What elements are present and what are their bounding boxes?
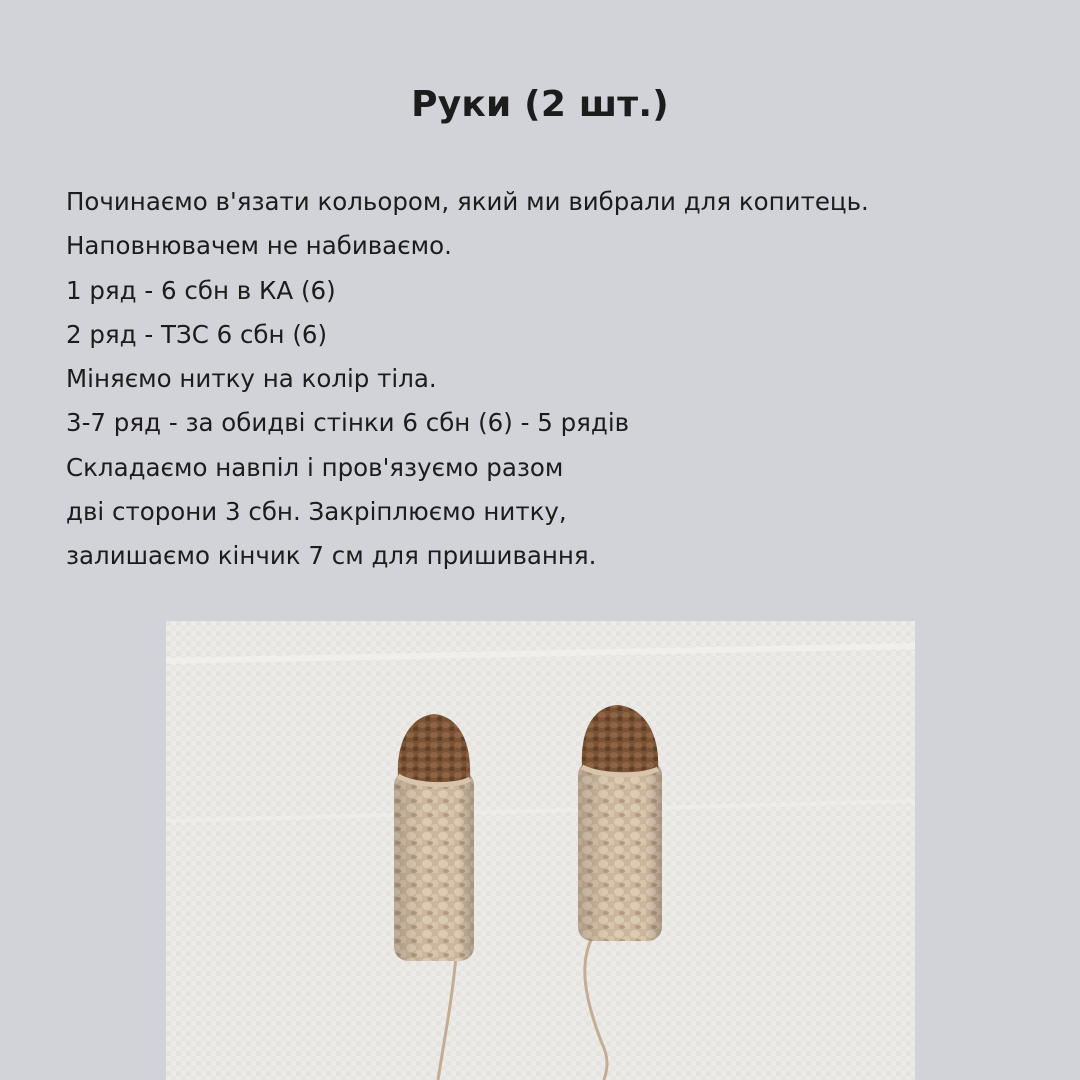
instruction-line: 2 ряд - ТЗС 6 сбн (6): [66, 319, 328, 349]
instruction-line: 1 ряд - 6 сбн в КА (6): [66, 275, 336, 305]
instructions-block: [66, 180, 1026, 579]
instruction-line: дві сторони 3 сбн. Закріплюємо нитку,: [66, 497, 567, 527]
instruction-line: Починаємо в'язати кольором, який ми вибрали для копитець.: [66, 187, 869, 216]
instruction-line: Наповнювачем не набиваємо.: [66, 231, 452, 261]
instruction-line: залишаємо кінчик 7 см для пришивання.: [66, 541, 597, 571]
page-title: Руки (2 шт.): [411, 84, 669, 125]
instruction-line: Міняємо нитку на колір тіла.: [66, 364, 437, 394]
crochet-arms-photo: [166, 621, 915, 1080]
instruction-line: Складаємо навпіл і пров'язуємо разом: [66, 452, 564, 482]
photo-backdrop: [166, 621, 915, 1080]
instruction-line: 3-7 ряд - за обидві стінки 6 сбн (6) - 5 рядів: [66, 408, 630, 438]
